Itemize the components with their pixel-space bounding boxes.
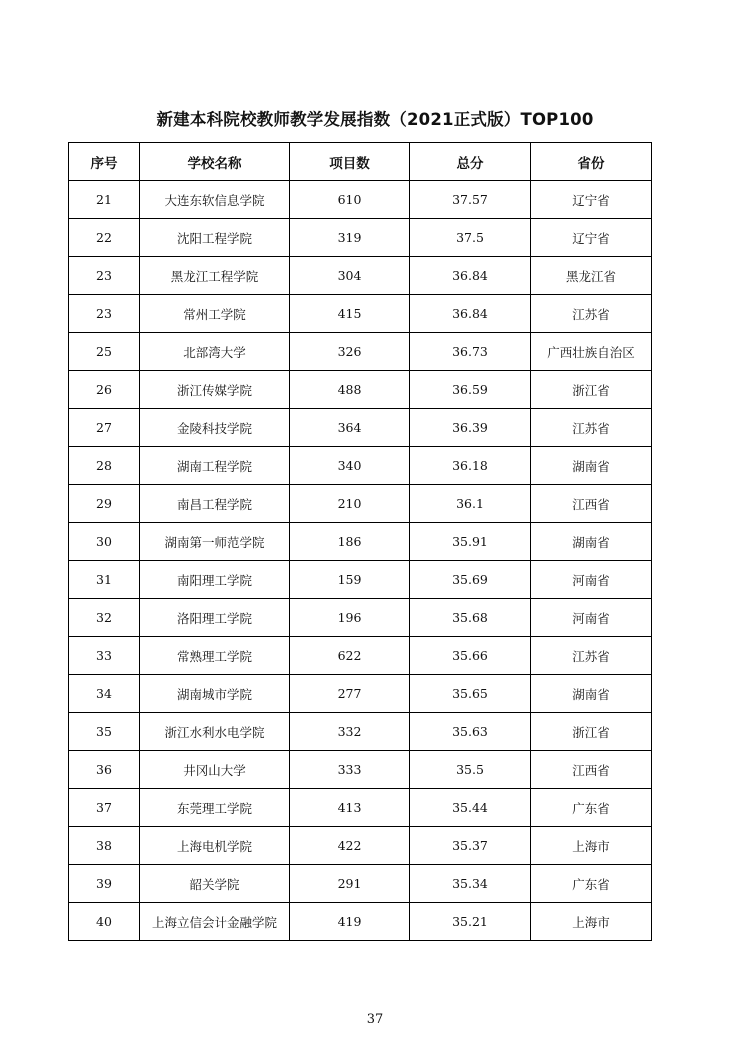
cell-rank: 35 [69,713,140,751]
cell-total-score: 36.1 [410,485,531,523]
cell-project-count: 364 [290,409,410,447]
cell-project-count: 277 [290,675,410,713]
cell-project-count: 422 [290,827,410,865]
cell-rank: 29 [69,485,140,523]
cell-school-name: 沈阳工程学院 [140,219,290,257]
cell-total-score: 35.5 [410,751,531,789]
cell-school-name: 浙江传媒学院 [140,371,290,409]
table-row [69,789,652,827]
cell-province: 江西省 [531,751,652,789]
cell-school-name: 洛阳理工学院 [140,599,290,637]
table-row [69,485,652,523]
cell-school-name: 常州工学院 [140,295,290,333]
cell-province: 黑龙江省 [531,257,652,295]
cell-school-name: 上海电机学院 [140,827,290,865]
cell-school-name: 东莞理工学院 [140,789,290,827]
column-header-rank: 序号 [69,143,140,181]
cell-school-name: 韶关学院 [140,865,290,903]
cell-rank: 34 [69,675,140,713]
cell-total-score: 36.73 [410,333,531,371]
cell-school-name: 金陵科技学院 [140,409,290,447]
cell-project-count: 196 [290,599,410,637]
cell-rank: 32 [69,599,140,637]
cell-project-count: 326 [290,333,410,371]
cell-school-name: 井冈山大学 [140,751,290,789]
cell-rank: 37 [69,789,140,827]
table-row [69,903,652,941]
cell-project-count: 210 [290,485,410,523]
cell-school-name: 湖南工程学院 [140,447,290,485]
table-row [69,865,652,903]
cell-rank: 21 [69,181,140,219]
cell-school-name: 湖南第一师范学院 [140,523,290,561]
cell-project-count: 340 [290,447,410,485]
column-header-school: 学校名称 [140,143,290,181]
cell-province: 浙江省 [531,713,652,751]
cell-school-name: 常熟理工学院 [140,637,290,675]
cell-project-count: 159 [290,561,410,599]
page-number: 37 [366,1012,384,1027]
cell-province: 湖南省 [531,675,652,713]
table-header-row [69,143,652,181]
table-row [69,523,652,561]
cell-project-count: 186 [290,523,410,561]
table-row [69,561,652,599]
cell-total-score: 35.21 [410,903,531,941]
table-row [69,675,652,713]
table-body [69,181,652,941]
cell-province: 上海市 [531,827,652,865]
cell-total-score: 35.69 [410,561,531,599]
cell-rank: 23 [69,295,140,333]
cell-school-name: 南昌工程学院 [140,485,290,523]
cell-province: 江苏省 [531,409,652,447]
cell-rank: 23 [69,257,140,295]
cell-total-score: 35.65 [410,675,531,713]
cell-province: 河南省 [531,561,652,599]
cell-project-count: 488 [290,371,410,409]
cell-rank: 33 [69,637,140,675]
cell-school-name: 北部湾大学 [140,333,290,371]
cell-total-score: 36.84 [410,257,531,295]
table-row [69,181,652,219]
cell-project-count: 413 [290,789,410,827]
cell-province: 广东省 [531,789,652,827]
table-row [69,713,652,751]
table-row [69,371,652,409]
cell-rank: 22 [69,219,140,257]
cell-rank: 40 [69,903,140,941]
cell-school-name: 湖南城市学院 [140,675,290,713]
cell-province: 江苏省 [531,637,652,675]
ranking-table [68,142,652,941]
table-row [69,637,652,675]
cell-province: 河南省 [531,599,652,637]
cell-total-score: 36.84 [410,295,531,333]
cell-rank: 38 [69,827,140,865]
cell-province: 广东省 [531,865,652,903]
cell-total-score: 35.44 [410,789,531,827]
cell-province: 上海市 [531,903,652,941]
cell-project-count: 333 [290,751,410,789]
page-title: 新建本科院校教师教学发展指数（2021正式版）TOP100 [156,110,594,129]
cell-total-score: 37.5 [410,219,531,257]
table-row [69,257,652,295]
cell-project-count: 319 [290,219,410,257]
cell-rank: 26 [69,371,140,409]
cell-project-count: 622 [290,637,410,675]
cell-project-count: 415 [290,295,410,333]
cell-school-name: 南阳理工学院 [140,561,290,599]
cell-project-count: 419 [290,903,410,941]
cell-total-score: 35.68 [410,599,531,637]
cell-province: 湖南省 [531,447,652,485]
cell-total-score: 35.66 [410,637,531,675]
cell-total-score: 36.59 [410,371,531,409]
column-header-province: 省份 [531,143,652,181]
table-row [69,333,652,371]
table-row [69,447,652,485]
cell-province: 江西省 [531,485,652,523]
table-row [69,827,652,865]
cell-project-count: 291 [290,865,410,903]
table-row [69,219,652,257]
cell-school-name: 大连东软信息学院 [140,181,290,219]
cell-total-score: 35.91 [410,523,531,561]
table-row [69,751,652,789]
table-row [69,295,652,333]
cell-rank: 25 [69,333,140,371]
cell-province: 辽宁省 [531,181,652,219]
cell-rank: 39 [69,865,140,903]
cell-rank: 31 [69,561,140,599]
cell-school-name: 浙江水利水电学院 [140,713,290,751]
cell-province: 浙江省 [531,371,652,409]
table-row [69,599,652,637]
cell-project-count: 610 [290,181,410,219]
cell-total-score: 36.18 [410,447,531,485]
cell-province: 湖南省 [531,523,652,561]
cell-total-score: 36.39 [410,409,531,447]
cell-province: 江苏省 [531,295,652,333]
cell-total-score: 35.37 [410,827,531,865]
cell-school-name: 上海立信会计金融学院 [140,903,290,941]
table-row [69,409,652,447]
cell-project-count: 304 [290,257,410,295]
cell-school-name: 黑龙江工程学院 [140,257,290,295]
cell-rank: 27 [69,409,140,447]
cell-province: 广西壮族自治区 [531,333,652,371]
cell-total-score: 35.34 [410,865,531,903]
column-header-score: 总分 [410,143,531,181]
cell-rank: 30 [69,523,140,561]
column-header-projects: 项目数 [290,143,410,181]
cell-province: 辽宁省 [531,219,652,257]
cell-project-count: 332 [290,713,410,751]
cell-rank: 28 [69,447,140,485]
cell-total-score: 37.57 [410,181,531,219]
cell-total-score: 35.63 [410,713,531,751]
cell-rank: 36 [69,751,140,789]
